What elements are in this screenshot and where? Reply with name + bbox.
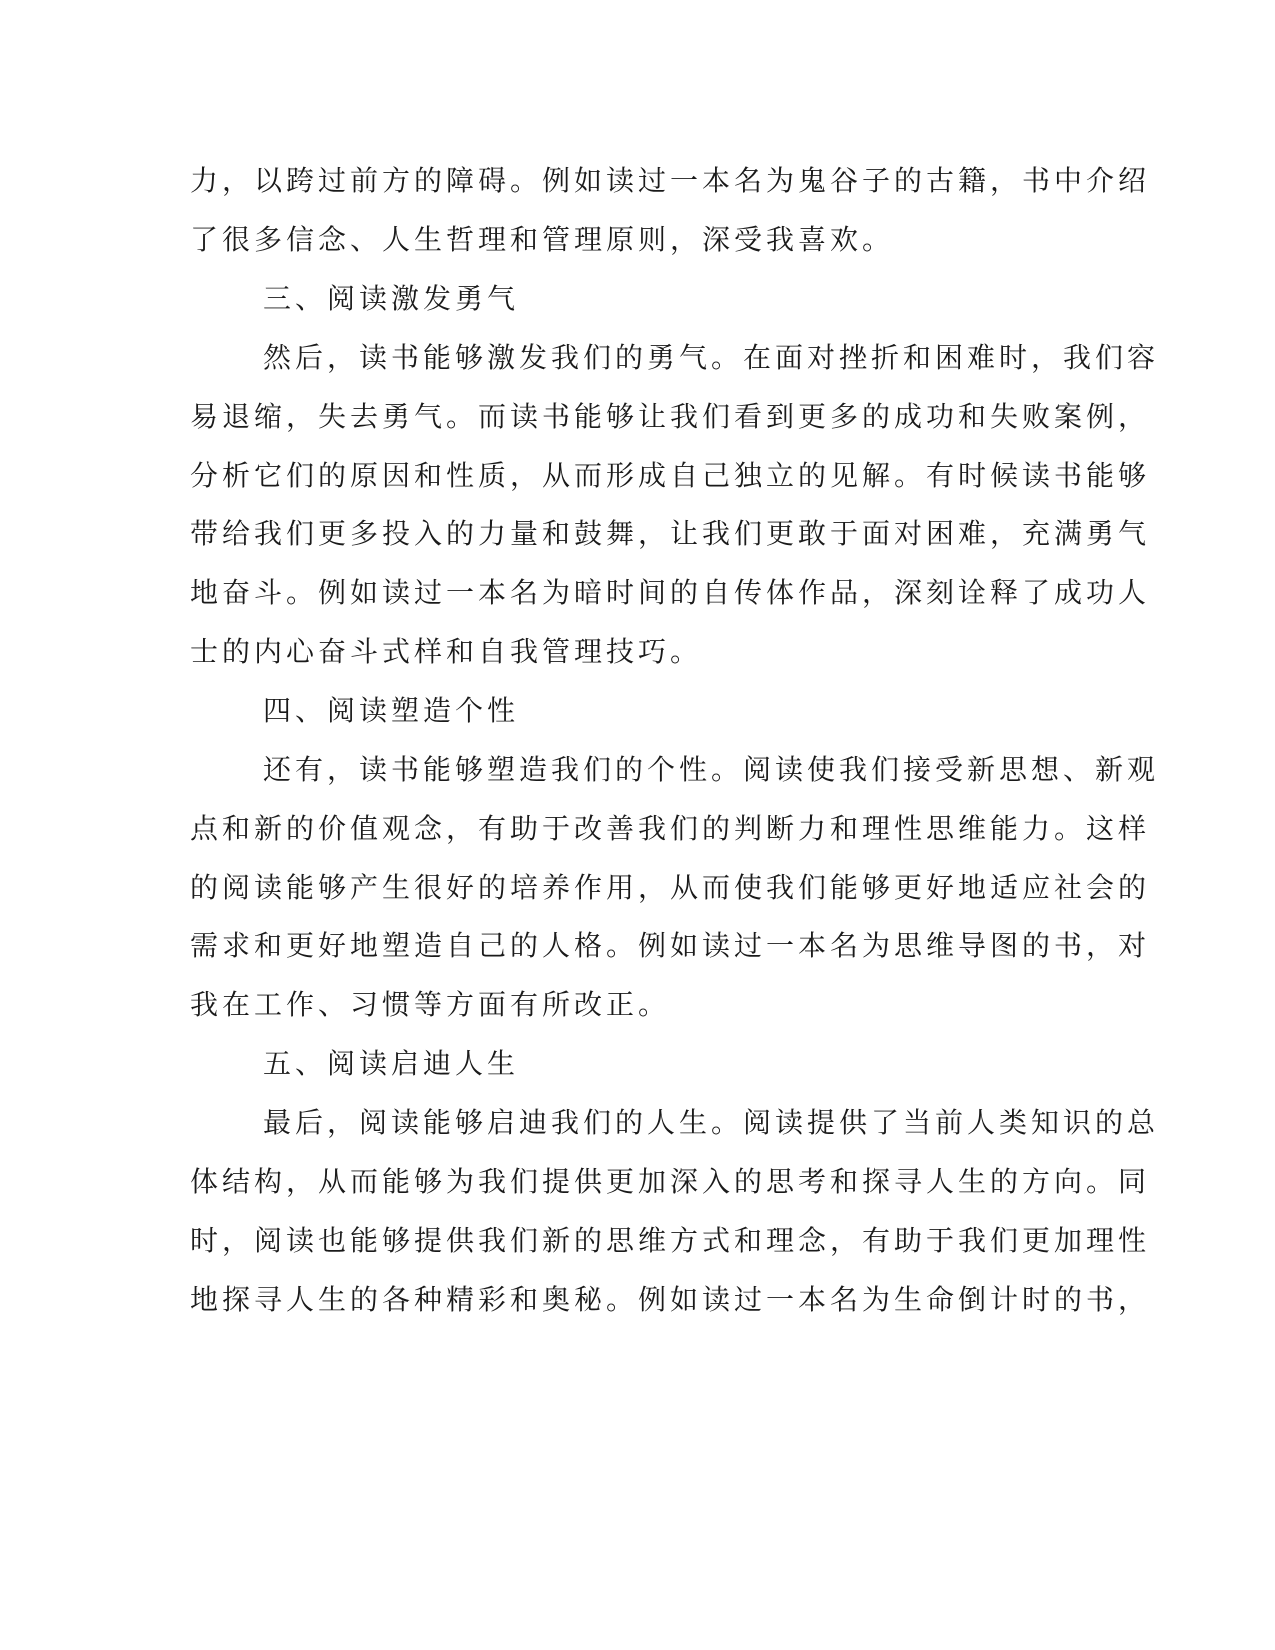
- text-line-15: 我在工作、习惯等方面有所改正。: [190, 988, 671, 1021]
- text-line-19: 时，阅读也能够提供我们新的思维方式和理念，有助于我们更加理性: [190, 1224, 1151, 1257]
- text-line-13: 的阅读能够产生很好的培养作用，从而使我们能够更好地适应社会的: [190, 871, 1151, 904]
- text-line-2: 了很多信念、人生哲理和管理原则，深受我喜欢。: [190, 223, 895, 256]
- text-line-20: 地探寻人生的各种精彩和奥秘。例如读过一本名为生命倒计时的书，: [190, 1283, 1151, 1316]
- text-line-7: 带给我们更多投入的力量和鼓舞，让我们更敢于面对困难，充满勇气: [190, 517, 1151, 550]
- text-line-6: 分析它们的原因和性质，从而形成自己独立的见解。有时候读书能够: [190, 459, 1151, 492]
- paragraph-start-4: 还有，读书能够塑造我们的个性。阅读使我们接受新思想、新观: [263, 753, 1160, 786]
- text-line-12: 点和新的价值观念，有助于改善我们的判断力和理性思维能力。这样: [190, 812, 1151, 845]
- section-heading-5: 五、阅读启迪人生: [263, 1047, 520, 1080]
- text-line-18: 体结构，从而能够为我们提供更加深入的思考和探寻人生的方向。同: [190, 1165, 1151, 1198]
- paragraph-start-3: 然后，读书能够激发我们的勇气。在面对挫折和困难时，我们容: [263, 341, 1160, 374]
- section-heading-4: 四、阅读塑造个性: [263, 694, 520, 727]
- text-line-14: 需求和更好地塑造自己的人格。例如读过一本名为思维导图的书，对: [190, 929, 1151, 962]
- paragraph-start-5: 最后，阅读能够启迪我们的人生。阅读提供了当前人类知识的总: [263, 1106, 1160, 1139]
- text-line-8: 地奋斗。例如读过一本名为暗时间的自传体作品，深刻诠释了成功人: [190, 576, 1151, 609]
- text-line-5: 易退缩，失去勇气。而读书能够让我们看到更多的成功和失败案例，: [190, 400, 1151, 433]
- text-line-9: 士的内心奋斗式样和自我管理技巧。: [190, 635, 703, 668]
- text-line-1: 力，以跨过前方的障碍。例如读过一本名为鬼谷子的古籍，书中介绍: [190, 164, 1151, 197]
- section-heading-3: 三、阅读激发勇气: [263, 282, 520, 315]
